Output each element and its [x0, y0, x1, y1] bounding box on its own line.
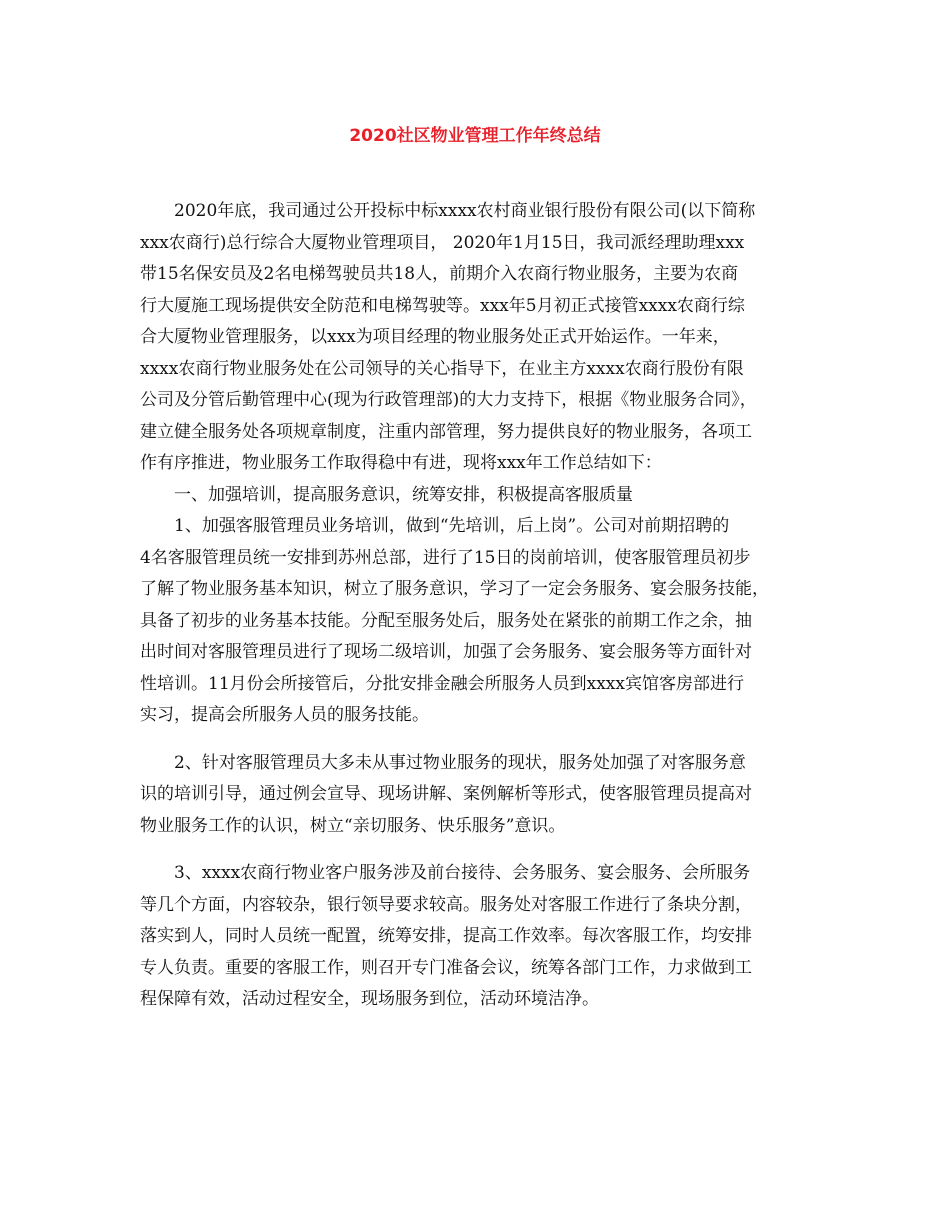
paragraph-line: 2020年底，我司通过公开投标中标xxxx农村商业银行股份有限公司(以下简称 — [174, 201, 756, 221]
paragraph-line: 行大厦施工现场提供安全防范和电梯驾驶等。xxx年5月初正式接管xxxx农商行综 — [140, 295, 745, 316]
paragraph-line: 实习，提高会所服务人员的服务技能。 — [140, 705, 429, 725]
paragraph-line: 具备了初步的业务基本技能。分配至服务处后，服务处在紧张的前期工作之余，抽 — [140, 610, 752, 631]
paragraph-line: 作有序推进，物业服务工作取得稳中有进，现将xxx年工作总结如下： — [140, 453, 662, 473]
paragraph-line: 带15名保安员及2名电梯驾驶员共18人，前期介入农商行物业服务，主要为农商 — [140, 264, 739, 284]
paragraph-gap — [140, 732, 830, 748]
paragraph-item-2 — [140, 748, 830, 843]
paragraph-gap — [140, 842, 830, 858]
paragraph-line: xxx农商行)总行综合大厦物业管理项目， 2020年1月15日，我司派经理助理xxx — [140, 232, 745, 253]
paragraph-line: 合大厦物业管理服务，以xxx为项目经理的物业服务处正式开始运作。一年来， — [140, 327, 730, 347]
paragraph-line: 3、xxxx农商行物业客户服务涉及前台接待、会务服务、宴会服务、会所服务 — [174, 863, 751, 883]
paragraph-intro — [140, 196, 830, 480]
paragraph-line: 识的培训引导，通过例会宣导、现场讲解、案例解析等形式，使客服管理员提高对 — [140, 784, 752, 804]
paragraph-line: 公司及分管后勤管理中心(现为行政管理部)的大力支持下，根据《物业服务合同》， — [140, 390, 757, 410]
paragraph-line: 了解了物业服务基本知识，树立了服务意识，学习了一定会务服务、宴会服务技能， — [140, 579, 769, 599]
paragraph-line: 4名客服管理员统一安排到苏州总部，进行了15日的岗前培训，使客服管理员初步 — [140, 547, 751, 568]
paragraph-line: 落实到人，同时人员统一配置，统筹安排，提高工作效率。每次客服工作，均安排 — [140, 926, 752, 946]
paragraph-line: 出时间对客服管理员进行了现场二级培训，加强了会务服务、宴会服务等方面针对 — [140, 642, 752, 662]
paragraph-line: 程保障有效，活动过程安全，现场服务到位，活动环境洁净。 — [140, 989, 599, 1009]
paragraph-item-3 — [140, 858, 830, 1016]
section-heading-line: 一、加强培训，提高服务意识，统筹安排，积极提高客服质量 — [174, 484, 633, 505]
document-title: 2020社区物业管理工作年终总结 — [349, 126, 601, 146]
section-heading — [140, 480, 830, 512]
paragraph-line: 等几个方面，内容较杂，银行领导要求较高。服务处对客服工作进行了条块分割， — [140, 894, 752, 915]
paragraph-line: 专人负责。重要的客服工作，则召开专门准备会议，统筹各部门工作，力求做到工 — [140, 957, 752, 978]
paragraph-item-1 — [140, 511, 830, 732]
paragraph-line: 1、加强客服管理员业务培训，做到“先培训，后上岗”。公司对前期招聘的 — [174, 516, 730, 536]
paragraph-line: xxxx农商行物业服务处在公司领导的关心指导下，在业主方xxxx农商行股份有限 — [140, 358, 744, 379]
paragraph-line: 物业服务工作的认识，树立“亲切服务、快乐服务”意识。 — [140, 815, 566, 836]
paragraph-line: 2、针对客服管理员大多未从事过物业服务的现状，服务处加强了对客服务意 — [174, 752, 746, 773]
paragraph-line: 性培训。11月份会所接管后，分批安排金融会所服务人员到xxxx宾馆客房部进行 — [140, 673, 744, 694]
document-body — [140, 196, 830, 1016]
paragraph-line: 建立健全服务处各项规章制度，注重内部管理，努力提供良好的物业服务，各项工 — [140, 421, 752, 442]
